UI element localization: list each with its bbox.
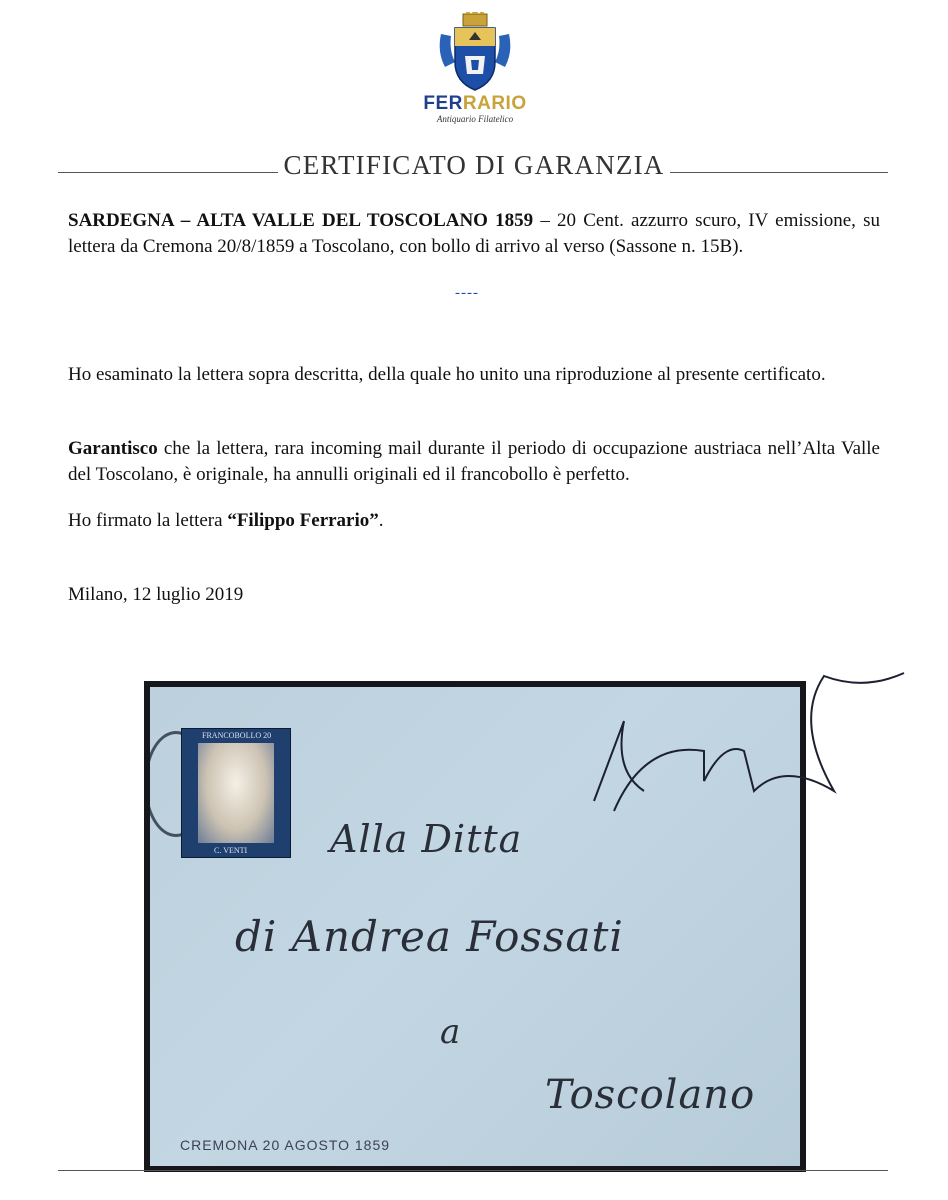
title-rule-left (58, 172, 278, 173)
guarantee-text: che la lettera, rara incoming mail durante il periodo di occupazione austriaca nell’Alta Valle del Toscolano, è originale, ha annulli originali ed il francobollo è perfetto. (68, 438, 880, 485)
item-description-text: – 20 Cent. azzurro scuro, IV emissione, su lettera da Cremona 20/8/1859 a Toscolano, con bollo di arrivo al verso (Sassone n. 15B). (68, 210, 880, 257)
address-line-4: Toscolano (545, 1072, 756, 1118)
signed-prefix: Ho firmato la lettera (68, 510, 228, 531)
address-line-2: di Andrea Fossati (235, 912, 624, 961)
pencil-note: CREMONA 20 AGOSTO 1859 (180, 1137, 391, 1153)
place-date: Milano, 12 luglio 2019 (68, 584, 244, 605)
item-description-heading: SARDEGNA – ALTA VALLE DEL TOSCOLANO 1859 (68, 210, 534, 231)
examined-paragraph: Ho esaminato la lettera sopra descritta, della quale ho unito una riproduzione al presente certificato. (68, 364, 826, 385)
stamp-bottom-text: C. VENTI (214, 846, 248, 855)
title-rule-right (670, 172, 888, 173)
separator: ---- (455, 285, 479, 301)
certificate-title: CERTIFICATO DI GARANZIA (283, 150, 665, 180)
address-line-3: a (440, 1012, 462, 1052)
letter-photo (144, 681, 806, 1172)
brand-name: FERRARIO (423, 93, 527, 114)
ferrario-logo (405, 12, 545, 137)
signer-name: “Filippo Ferrario” (227, 510, 379, 531)
bottom-rule (58, 1170, 888, 1171)
signed-suffix: . (378, 510, 384, 531)
signed-paragraph (68, 508, 880, 534)
stamp-top-text: FRANCOBOLLO 20 (202, 731, 272, 740)
address-line-1: Alla Ditta (330, 817, 523, 861)
item-description (68, 208, 880, 260)
coat-of-arms-icon (435, 12, 515, 94)
guarantee-paragraph (68, 436, 880, 488)
brand-tagline: Antiquario Filatelico (436, 114, 514, 124)
guarantee-keyword: Garantisco (68, 438, 158, 459)
expert-signature-icon (144, 681, 806, 881)
